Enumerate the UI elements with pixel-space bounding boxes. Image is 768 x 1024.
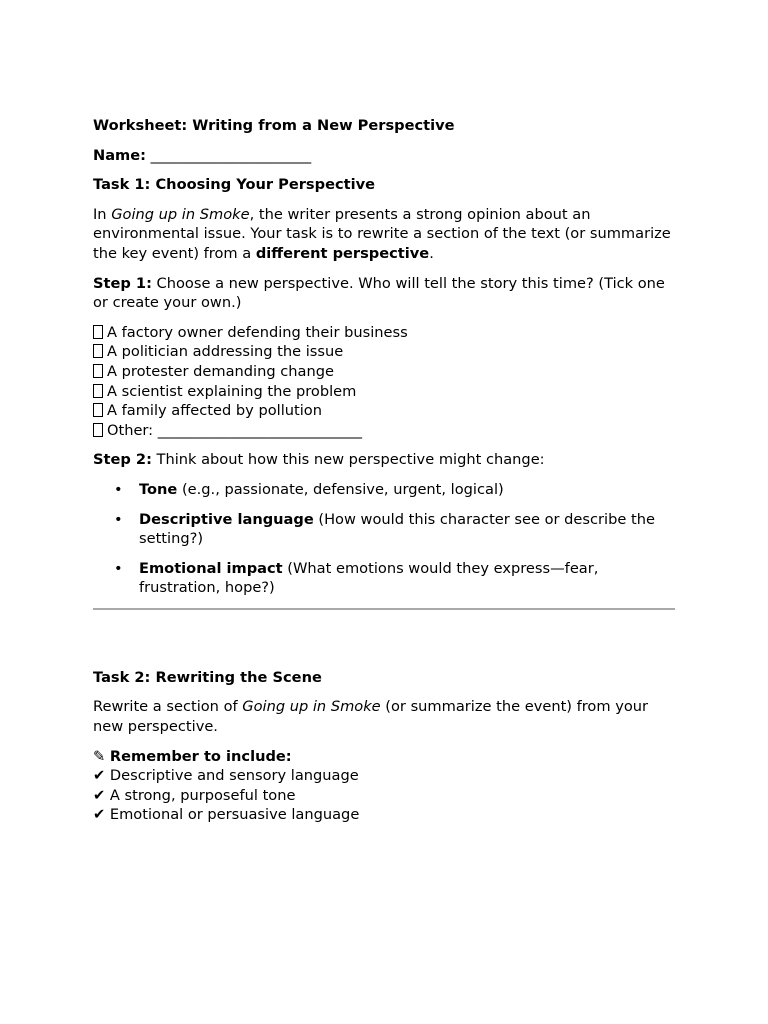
perspective-option-other[interactable] bbox=[93, 421, 675, 441]
pencil-icon: ✎ bbox=[93, 747, 106, 765]
checkbox-icon[interactable] bbox=[93, 325, 103, 339]
perspective-option[interactable] bbox=[93, 401, 675, 421]
bullet-desc: (e.g., passionate, defensive, urgent, logical) bbox=[177, 480, 504, 498]
remember-checklist bbox=[93, 747, 675, 825]
worksheet-title: Worksheet: Writing from a New Perspective bbox=[93, 117, 455, 134]
check-item-label: Descriptive and sensory language bbox=[109, 767, 359, 785]
bullet-desc: (What emotions would they express—fear, frustration, hope?) bbox=[139, 559, 599, 597]
checkmark-icon: ✔ bbox=[93, 806, 106, 824]
step1-label: Step 1: bbox=[93, 274, 152, 292]
perspective-option[interactable] bbox=[93, 362, 675, 382]
task1-intro-bold: different perspective bbox=[255, 244, 430, 262]
check-item-label: Emotional or persuasive language bbox=[109, 806, 360, 824]
name-blank[interactable]: ______________________ bbox=[150, 146, 312, 164]
worksheet-page bbox=[93, 116, 675, 825]
task2-intro bbox=[93, 697, 675, 736]
task2-heading: Task 2: Rewriting the Scene bbox=[93, 668, 322, 686]
checkbox-icon[interactable] bbox=[93, 423, 103, 437]
task1-intro-suffix: . bbox=[429, 244, 434, 262]
bullet-term: Tone bbox=[139, 480, 178, 498]
remember-heading bbox=[93, 747, 675, 767]
check-item-label: A strong, purposeful tone bbox=[109, 786, 296, 804]
bullet-icon: • bbox=[114, 480, 123, 498]
perspective-option[interactable] bbox=[93, 323, 675, 343]
list-item bbox=[93, 786, 675, 806]
checkbox-icon[interactable] bbox=[93, 364, 103, 378]
checkbox-icon[interactable] bbox=[93, 344, 103, 358]
perspective-option-label: A protester demanding change bbox=[107, 362, 334, 380]
step2-label: Step 2: bbox=[93, 451, 152, 469]
remember-label: Remember to include: bbox=[109, 747, 292, 765]
task1-intro-title: Going up in Smoke bbox=[111, 205, 250, 223]
perspective-option[interactable] bbox=[93, 382, 675, 402]
list-item bbox=[93, 559, 675, 598]
bullet-desc: (How would this character see or describe the setting?) bbox=[139, 510, 655, 548]
checkmark-icon: ✔ bbox=[93, 767, 106, 785]
perspective-option-label: A family affected by pollution bbox=[107, 402, 322, 420]
bullet-icon: • bbox=[114, 559, 123, 577]
section-divider bbox=[93, 608, 675, 610]
list-item bbox=[93, 805, 675, 825]
step1-instruction bbox=[93, 274, 675, 313]
perspective-option-label: A scientist explaining the problem bbox=[107, 382, 357, 400]
perspective-option-label: Other: ____________________________ bbox=[107, 421, 363, 439]
perspective-option-label: A factory owner defending their business bbox=[107, 323, 408, 341]
task2-intro-title: Going up in Smoke bbox=[242, 698, 381, 716]
task2-intro-prefix: Rewrite a section of bbox=[93, 698, 243, 716]
perspective-checklist bbox=[93, 323, 675, 441]
checkbox-icon[interactable] bbox=[93, 403, 103, 417]
perspective-option[interactable] bbox=[93, 342, 675, 362]
list-item bbox=[93, 480, 675, 500]
step2-instruction bbox=[93, 450, 675, 470]
step1-text: Choose a new perspective. Who will tell the story this time? (Tick one or create your own.) bbox=[93, 274, 665, 312]
bullet-icon: • bbox=[114, 510, 123, 528]
checkbox-icon[interactable] bbox=[93, 384, 103, 398]
step2-text: Think about how this new perspective might change: bbox=[151, 451, 545, 469]
task1-intro bbox=[93, 205, 675, 264]
task1-heading: Task 1: Choosing Your Perspective bbox=[93, 176, 376, 194]
perspective-option-label: A politician addressing the issue bbox=[107, 343, 344, 361]
step2-bullet-list bbox=[93, 480, 675, 598]
task1-intro-prefix: In bbox=[93, 205, 112, 223]
checkmark-icon: ✔ bbox=[93, 786, 106, 804]
bullet-term: Descriptive language bbox=[139, 510, 314, 528]
name-line bbox=[93, 146, 675, 166]
task2-intro-suffix: (or summarize the event) from your new perspective. bbox=[93, 698, 649, 736]
task1-intro-middle: , the writer presents a strong opinion about an environmental issue. Your task is to rewrite a section of the text (or summarize the key event) from a bbox=[93, 205, 671, 262]
bullet-term: Emotional impact bbox=[139, 559, 283, 577]
list-item bbox=[93, 766, 675, 786]
list-item bbox=[93, 510, 675, 549]
name-label: Name: bbox=[93, 146, 147, 164]
